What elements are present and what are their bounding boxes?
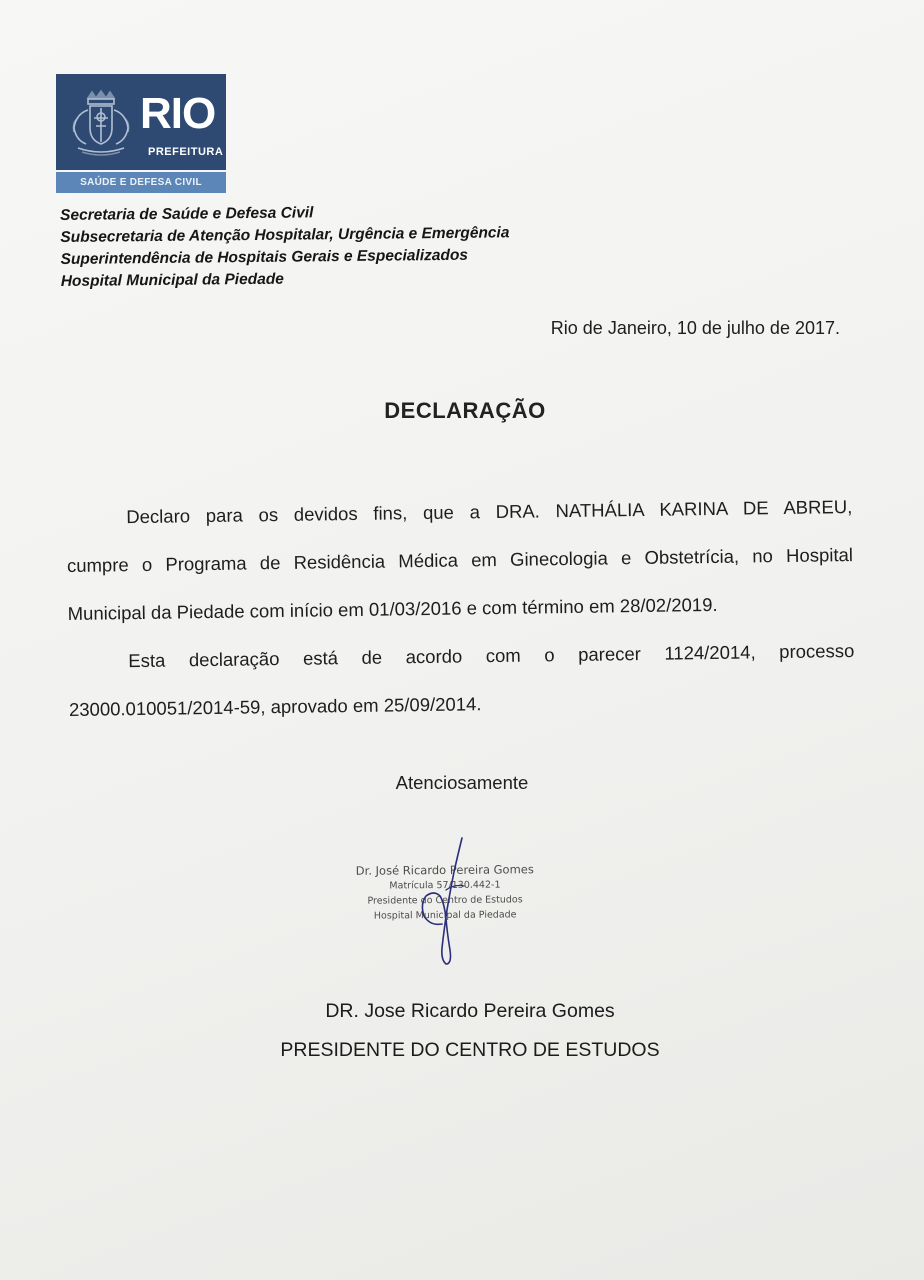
prefeitura-rio-logo <box>56 74 226 194</box>
document-body <box>66 483 855 734</box>
document-title: DECLARAÇÃO <box>384 398 546 423</box>
body-line: cumpre o Programa de Residência Médica em Ginecologia e Obstetrícia, no Hospital <box>66 544 854 576</box>
closing-text: Atenciosamente <box>395 772 529 793</box>
handwritten-signature <box>400 832 490 972</box>
institution-header <box>60 199 621 293</box>
institution-line: Subsecretaria de Atenção Hospitalar, Urgência e Emergência <box>60 224 510 246</box>
body-paragraph-1 <box>66 483 854 638</box>
signer-title: PRESIDENTE DO CENTRO DE ESTUDOS <box>280 1039 660 1061</box>
body-paragraph-2: Esta declaração está de acordo com o parecer 1124/2014, processo 23000.010051/2014-59, aprovado em 25/09/2014. <box>68 640 855 720</box>
body-line: Municipal da Piedade com início em 01/03/2016 e com término em 28/02/2019. <box>67 593 718 624</box>
body-line: Declaro para os devidos fins, que a DRA. NATHÁLIA KARINA DE ABREU, <box>126 496 853 528</box>
institution-line: Superintendência de Hospitais Gerais e Especializados <box>60 246 469 268</box>
logo-subtitle: PREFEITURA <box>148 146 224 158</box>
document-date: Rio de Janeiro, 10 de julho de 2017. <box>550 318 840 338</box>
institution-line: Secretaria de Saúde e Defesa Civil <box>60 204 314 224</box>
institution-line: Hospital Municipal da Piedade <box>60 270 284 290</box>
signer-name: DR. Jose Ricardo Pereira Gomes <box>325 1000 615 1022</box>
logo-panel <box>56 74 226 170</box>
stamp-registration: Matrícula 57/130.442-1 <box>389 879 501 892</box>
stamp-hospital: Hospital Municipal da Piedade <box>373 909 517 922</box>
logo-band: SAÚDE E DEFESA CIVIL <box>56 172 226 193</box>
stamp-name: Dr. José Ricardo Pereira Gomes <box>355 862 534 878</box>
city-coat-of-arms-icon <box>68 88 134 156</box>
stamp-role: Presidente do Centro de Estudos <box>367 894 523 907</box>
logo-name: RIO <box>140 89 216 138</box>
